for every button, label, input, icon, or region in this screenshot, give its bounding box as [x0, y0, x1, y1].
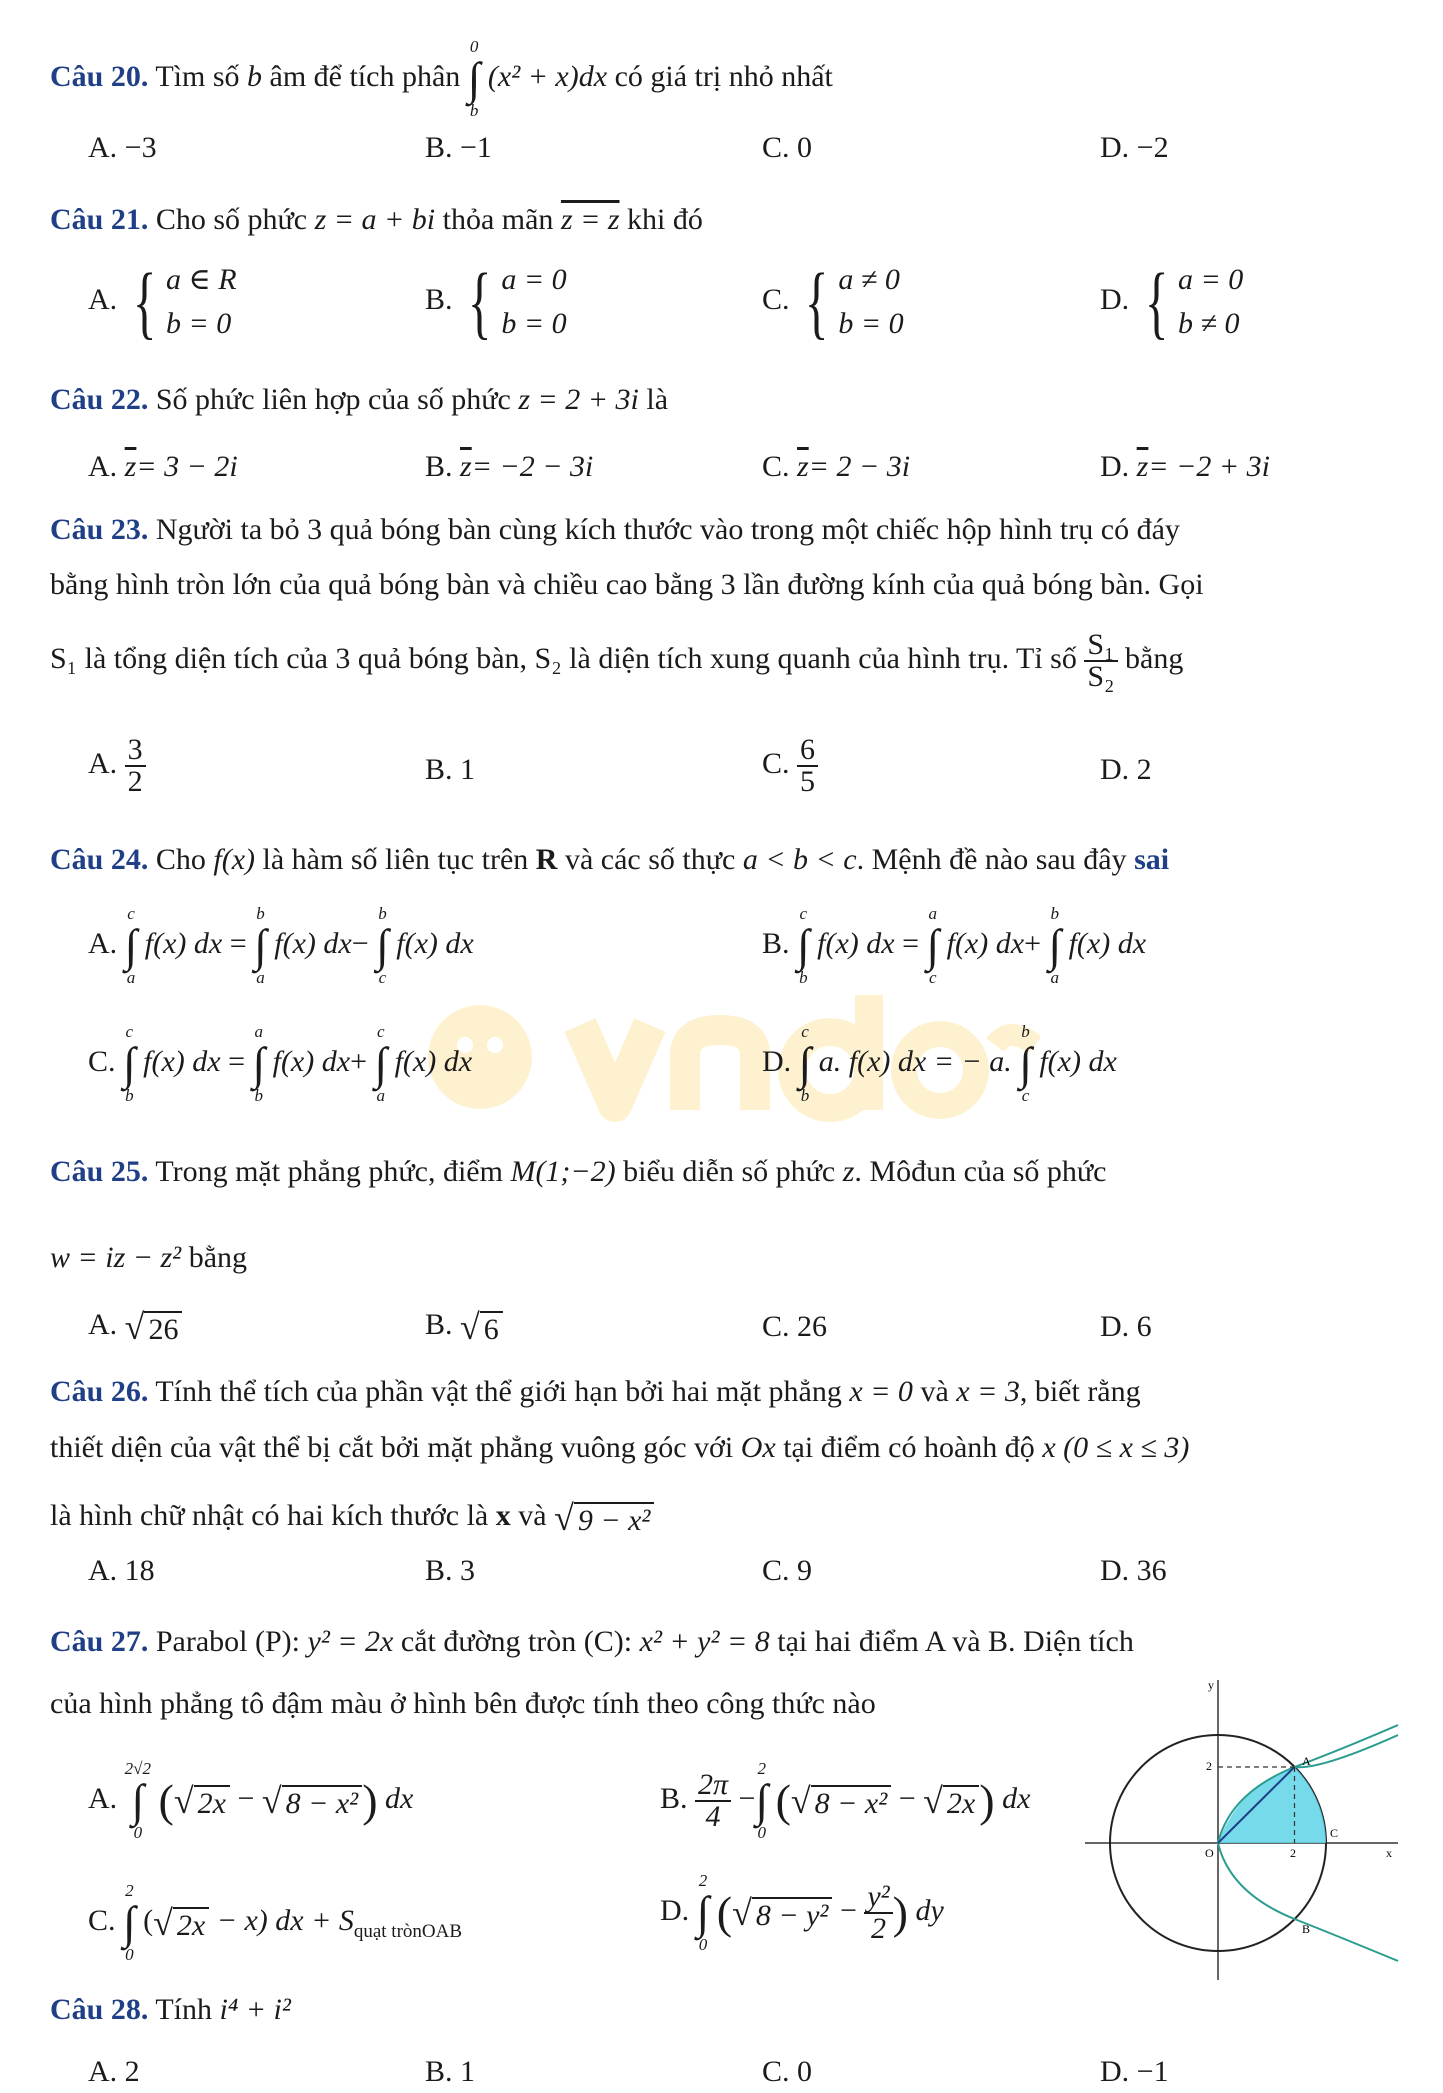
- q28-option-c[interactable]: C. 0: [762, 2055, 813, 2088]
- q24-b-int2: a ∫ c: [926, 904, 940, 987]
- q24-b-i2u: a: [928, 904, 938, 923]
- q25-b-sqrt: √ 6: [460, 1308, 503, 1347]
- q27-d-dy: dy: [915, 1893, 944, 1927]
- q21-d-line2: b ≠ 0: [1178, 307, 1240, 340]
- q26-x0: x = 0: [849, 1375, 913, 1408]
- q24-b-f2: f(x) dx: [946, 926, 1025, 960]
- q26-sqrt: √ 9 − x²: [554, 1499, 654, 1538]
- q22-c-letter: C.: [762, 450, 790, 483]
- q21-option-a[interactable]: [88, 258, 237, 346]
- q27-b-sqrt1: √ 8 − x²: [791, 1782, 891, 1821]
- q25-text-c: . Môđun của số phức: [854, 1155, 1107, 1188]
- q27-b-den: 4: [705, 1800, 721, 1833]
- q20-stem: [50, 38, 833, 120]
- label-c: C: [1330, 1826, 1339, 1840]
- q28-stem: [50, 1990, 291, 2030]
- q25-c-value: 26: [797, 1310, 828, 1343]
- q23-line3: S₁ là tổng diện tích của 3 quả bóng bàn, S₂ là diện tích xung quanh của hình trụ. Tỉ số: [50, 641, 1077, 675]
- q21-expr: z = a + bi: [314, 203, 436, 236]
- q24-a-f2: f(x) dx: [274, 926, 352, 960]
- q27-option-b[interactable]: B. $\frac{2\pi}{4}$ − 2 ∫ 0 ( √ 8 − x² − √ 2x ) dx: [660, 1759, 1031, 1842]
- q27-c-int: 2 ∫ 0: [123, 1881, 136, 1964]
- q25-a-radicand: 26: [144, 1311, 182, 1347]
- q23-label: Câu 23.: [50, 513, 149, 546]
- q20-text-c: có giá trị nhỏ nhất: [614, 59, 833, 93]
- q26-stem-line1: [50, 1372, 1141, 1412]
- q23-c-letter: C.: [762, 746, 790, 780]
- q22-a-letter: A.: [88, 450, 118, 483]
- q26-option-b[interactable]: B. 3: [425, 1554, 476, 1587]
- q20-text-a: Tìm số: [155, 59, 240, 93]
- q24-d-i2l: c: [1021, 1086, 1030, 1105]
- q24-b-i1l: b: [799, 968, 808, 987]
- q24-a-int3: b ∫ c: [376, 904, 389, 987]
- q24-c-i1l: b: [125, 1086, 134, 1105]
- q25-text-b: biểu diễn số phức: [623, 1155, 836, 1188]
- q24-text-b: là hàm số liên tục trên: [262, 843, 529, 876]
- q27-c-body: 2x: [173, 1907, 209, 1943]
- label-o: O: [1205, 1846, 1214, 1860]
- q24-R: R: [535, 843, 558, 876]
- q23-line1: Người ta bỏ 3 quả bóng bàn cùng kích thước vào trong một chiếc hộp hình trụ có đáy: [155, 513, 1180, 546]
- q26-line2b: tại điểm có hoành độ: [783, 1431, 1035, 1464]
- q26-option-c[interactable]: C. 9: [762, 1554, 813, 1587]
- q24-d-int2: b ∫ c: [1019, 1022, 1032, 1105]
- q27-option-c[interactable]: C. 2 ∫ 0 ( √ 2x − x) dx + $S_{quạt trònOAB}$: [88, 1881, 463, 1964]
- q27-option-a[interactable]: A. 2√2 ∫ 0 ( √ 2x − √ 8 − x² ) dx: [88, 1759, 414, 1842]
- label-a: A: [1302, 1754, 1311, 1768]
- q23-c-frac: [797, 735, 818, 797]
- q27-a-int: 2√2 ∫ 0: [124, 1759, 152, 1842]
- q28-option-a[interactable]: A. 2: [88, 2055, 140, 2088]
- q24-c-i2u: a: [254, 1022, 264, 1041]
- q25-stem-line1: [50, 1152, 1106, 1192]
- q24-c-f2: f(x) dx: [272, 1044, 351, 1078]
- q22-option-c[interactable]: [762, 447, 910, 487]
- q20-option-b[interactable]: B. −1: [425, 131, 492, 164]
- q24-a-i2l: a: [256, 968, 265, 987]
- q23-stem-line1: [50, 510, 1395, 550]
- q27-b-num: 2π: [695, 1770, 731, 1802]
- q26-text-a: Tính thể tích của phần vật thể giới hạn bởi hai mặt phẳng: [155, 1375, 842, 1408]
- q21-d-system: { a = 0 b ≠ 0: [1144, 256, 1244, 347]
- q27-b-upper: 2: [757, 1759, 767, 1778]
- q27-b-lower: 0: [757, 1823, 767, 1842]
- q27-a-sqrt2: √ 8 − x²: [262, 1782, 362, 1821]
- q28-text-a: Tính: [155, 1993, 212, 2026]
- q23-b-value: 1: [460, 753, 476, 786]
- q22-a-rhs: = 3 − 2i: [136, 450, 238, 483]
- label-b: B: [1302, 1922, 1311, 1936]
- q27-a-lower: 0: [133, 1823, 143, 1842]
- q24-option-d[interactable]: [762, 1023, 1117, 1105]
- q26-Ox: Ox: [740, 1431, 776, 1464]
- q24-b-i3l: a: [1050, 968, 1060, 987]
- q24-a-i2u: b: [256, 904, 265, 923]
- q26-option-a[interactable]: A. 18: [88, 1554, 155, 1587]
- q21-text-c: khi đó: [627, 203, 703, 236]
- q21-b-line1: a = 0: [501, 263, 567, 296]
- q22-c-rhs: = 2 − 3i: [808, 450, 911, 483]
- q27-d-sqrt: √ 8 − y²: [732, 1894, 832, 1933]
- q27-b-letter: B.: [660, 1781, 688, 1815]
- q21-a-system: { a ∈ R b = 0: [132, 256, 237, 347]
- q25-b-radicand: 6: [480, 1311, 503, 1347]
- q25-option-d[interactable]: [1100, 1307, 1152, 1347]
- q27-c-sub: quạt trònOAB: [353, 1920, 463, 1942]
- q27-c-upper: 2: [125, 1881, 134, 1900]
- q22-d-rhs: = −2 + 3i: [1148, 450, 1270, 483]
- q27-text-b: cắt đường tròn (C):: [400, 1625, 633, 1658]
- q26-line3a: là hình chữ nhật có hai kích thước là: [50, 1499, 489, 1532]
- q23-line3-end: bằng: [1125, 641, 1184, 675]
- q22-text-b: là: [646, 383, 669, 416]
- q24-text-d: . Mệnh đề nào sau đây: [856, 843, 1127, 876]
- q27-text-a: Parabol (P):: [155, 1625, 300, 1658]
- q25-point: M(1;−2): [510, 1155, 616, 1188]
- q20-int-upper: 0: [469, 37, 479, 56]
- q22-text-a: Số phức liên hợp của số phức: [155, 383, 511, 416]
- q24-c-int1: c ∫ b: [123, 1022, 136, 1105]
- q25-text-d: bằng: [188, 1241, 248, 1274]
- q21-option-d[interactable]: [1100, 258, 1243, 346]
- q24-label: Câu 24.: [50, 843, 149, 876]
- q24-a-letter: A.: [88, 926, 118, 960]
- label-two-y: 2: [1206, 1759, 1212, 1773]
- q26-xvar: x: [495, 1499, 511, 1532]
- q23-a-den: 2: [127, 765, 143, 798]
- q25-d-letter: D.: [1100, 1310, 1130, 1343]
- q24-b-i1u: c: [799, 904, 808, 923]
- q24-a-op: −: [351, 926, 369, 960]
- q23-option-d[interactable]: [1100, 750, 1152, 790]
- q27-b-body-b: 2x: [943, 1785, 979, 1821]
- q24-text-a: Cho: [155, 843, 206, 876]
- q23-stem-line2: bằng hình tròn lớn của quả bóng bàn và chiều cao bằng 3 lần đường kính của quả bóng bàn. Gọi: [50, 568, 1204, 601]
- q21-d-letter: D.: [1100, 282, 1130, 316]
- q27-c-lower: 0: [125, 1945, 134, 1964]
- q24-a-i3l: c: [378, 968, 387, 987]
- q24-c-op: +: [350, 1044, 367, 1078]
- q24-d-rhs: f(x) dx: [1039, 1044, 1117, 1078]
- q27-a-body-b: 8 − x²: [282, 1785, 363, 1821]
- q22-a-zbar: $\overline{z}$: [124, 450, 137, 483]
- q27-b-int: 2 ∫ 0: [755, 1759, 769, 1842]
- q21-text-b: thỏa mãn: [442, 203, 554, 236]
- q22-label: Câu 22.: [50, 383, 149, 416]
- q24-a-f3: f(x) dx: [396, 926, 474, 960]
- q23-option-b[interactable]: [425, 750, 475, 790]
- q24-c-f1: f(x) dx: [143, 1044, 221, 1078]
- q26-text-b: , biết rằng: [1019, 1375, 1141, 1408]
- q23-option-c[interactable]: [762, 735, 818, 797]
- q21-c-system: { a ≠ 0 b = 0: [804, 256, 904, 347]
- q24-c-letter: C.: [88, 1044, 116, 1078]
- q24-a-i1l: a: [126, 968, 136, 987]
- q27-b-frac: [695, 1770, 731, 1832]
- q25-option-c[interactable]: [762, 1307, 827, 1347]
- q27-b-body-a: 8 − x²: [811, 1785, 892, 1821]
- q27-figure: [1080, 1675, 1400, 1985]
- q25-b-letter: B.: [425, 1308, 453, 1341]
- q23-d-letter: D.: [1100, 753, 1130, 786]
- q24-b-op: +: [1024, 926, 1041, 960]
- q25-z: z: [842, 1155, 855, 1188]
- q23-ratio-num: S₁: [1084, 630, 1117, 662]
- q27-d-letter: D.: [660, 1893, 690, 1927]
- q23-ratio-den: S₂: [1087, 660, 1115, 693]
- q24-c-i2l: b: [254, 1086, 264, 1105]
- q23-a-frac: [125, 735, 146, 797]
- q26-radicand: 9 − x²: [574, 1502, 655, 1538]
- q22-d-zbar: $\overline{z}$: [1136, 450, 1149, 483]
- q25-text-a: Trong mặt phẳng phức, điểm: [155, 1155, 503, 1188]
- q27-d-frac-den: 2: [871, 1912, 887, 1945]
- q28-option-b[interactable]: B. 1: [425, 2055, 476, 2088]
- q24-c-int3: c ∫ a: [374, 1022, 388, 1105]
- q24-d-i2u: b: [1021, 1022, 1030, 1041]
- q24-bold-word: sai: [1134, 843, 1170, 876]
- q24-d-i1u: c: [801, 1022, 809, 1041]
- q24-c-f3: f(x) dx: [394, 1044, 473, 1078]
- q27-label: Câu 27.: [50, 1625, 149, 1658]
- q26-line2a: thiết diện của vật thể bị cắt bởi mặt phẳng vuông góc với: [50, 1431, 734, 1464]
- q24-text-c: và các số thực: [564, 843, 736, 876]
- q22-b-letter: B.: [425, 450, 453, 483]
- q24-option-b[interactable]: B. c ∫ b f(x) dx = a ∫ c f(x) dx+ b ∫ a f(x) dx: [762, 904, 1147, 987]
- q22-expr: z = 2 + 3i: [518, 383, 639, 416]
- q22-d-letter: D.: [1100, 450, 1130, 483]
- q27-b-sqrt2: √ 2x: [923, 1782, 979, 1821]
- q21-c-letter: C.: [762, 282, 790, 316]
- q25-option-a[interactable]: [88, 1305, 182, 1347]
- q26-xrange: x (0 ≤ x ≤ 3): [1042, 1431, 1190, 1464]
- q25-option-b[interactable]: [425, 1305, 503, 1347]
- q24-a-i3u: b: [378, 904, 387, 923]
- q21-text-a: Cho số phức: [155, 203, 308, 236]
- q21-option-c[interactable]: [762, 258, 904, 346]
- q21-b-letter: B.: [425, 282, 453, 316]
- q21-option-b[interactable]: [425, 258, 567, 346]
- q24-option-a[interactable]: A. c ∫ a f(x) dx = b ∫ a f(x) dx− b ∫ c f(x) dx: [88, 904, 474, 987]
- q27-b-dx: dx: [1002, 1781, 1031, 1815]
- q21-a-line2: b = 0: [166, 307, 232, 340]
- q26-va2: và: [518, 1499, 547, 1532]
- q24-ineq: a < b < c: [742, 843, 857, 876]
- q23-stem-line3: [50, 630, 1183, 692]
- q21-label: Câu 21.: [50, 203, 149, 236]
- q24-a-int1: c ∫ a: [124, 904, 138, 987]
- q22-stem: [50, 380, 668, 420]
- q21-a-letter: A.: [88, 282, 118, 316]
- q24-b-f1: f(x) dx: [817, 926, 895, 960]
- q27-c-tail: − x) dx + S: [216, 1903, 354, 1937]
- q21-a-line1: a ∈ R: [166, 263, 237, 296]
- q20-integral: [468, 38, 481, 120]
- q22-b-zbar: $\overline{z}$: [460, 450, 472, 483]
- q24-b-i2l: c: [929, 968, 937, 987]
- q24-b-letter: B.: [762, 926, 790, 960]
- label-two-x: 2: [1290, 1846, 1296, 1860]
- q27-d-lower: 0: [698, 1935, 708, 1954]
- label-x: x: [1386, 1846, 1392, 1860]
- q23-option-a[interactable]: [88, 735, 146, 797]
- q28-label: Câu 28.: [50, 1993, 149, 2026]
- q25-a-letter: A.: [88, 1308, 118, 1341]
- q26-option-d[interactable]: D. 36: [1100, 1554, 1167, 1587]
- q25-a-sqrt: √ 26: [125, 1308, 183, 1347]
- q23-a-num: 3: [125, 735, 146, 767]
- q24-b-int3: b ∫ a: [1048, 904, 1062, 987]
- q28-option-d[interactable]: D. −1: [1100, 2055, 1169, 2088]
- q22-b-rhs: = −2 − 3i: [471, 450, 594, 483]
- q21-cond-text: z = z: [560, 203, 620, 236]
- q27-d-int: 2 ∫ 0: [696, 1871, 710, 1954]
- q24-d-letter: D.: [762, 1044, 792, 1078]
- q22-option-a[interactable]: [88, 447, 238, 487]
- integral-sign: ∫: [467, 53, 481, 104]
- q24-a-i1u: c: [127, 904, 135, 923]
- q27-d-frac-num: y²: [864, 1882, 892, 1914]
- q20-label: Câu 20.: [50, 59, 149, 93]
- q27-d-body: 8 − y²: [752, 1897, 833, 1933]
- q22-c-zbar: $\overline{z}$: [797, 450, 809, 483]
- q26-x3: x = 3: [956, 1375, 1020, 1408]
- q24-b-int1: c ∫ b: [797, 904, 810, 987]
- q27-option-d[interactable]: D. 2 ∫ 0 ( √ 8 − y² − $\frac{\text{y²}}{2}$ ) dy: [660, 1871, 944, 1954]
- q25-label: Câu 25.: [50, 1155, 149, 1188]
- q24-a-f1: f(x) dx: [144, 926, 223, 960]
- q27-stem-line2: của hình phẳng tô đậm màu ở hình bên được tính theo công thức nào: [50, 1687, 876, 1720]
- q27-d-frac: [864, 1882, 892, 1944]
- q26-va: và: [920, 1375, 949, 1408]
- q27-c-letter: C.: [88, 1903, 116, 1937]
- q23-c-num: 6: [797, 735, 818, 767]
- label-y: y: [1208, 1678, 1214, 1692]
- q21-b-line2: b = 0: [501, 307, 567, 340]
- q27-a-upper: 2√2: [124, 1759, 152, 1778]
- q24-c-int2: a ∫ b: [252, 1022, 266, 1105]
- q24-a-int2: b ∫ a: [254, 904, 267, 987]
- q24-c-i3l: a: [376, 1086, 386, 1105]
- q23-ratio: [1084, 630, 1117, 692]
- q23-a-letter: A.: [88, 746, 118, 780]
- q22-option-b[interactable]: [425, 447, 593, 487]
- q24-fx: f(x): [213, 843, 256, 876]
- q24-option-c[interactable]: C. c ∫ b f(x) dx = a ∫ b f(x) dx+ c ∫ a f(x) dx: [88, 1022, 473, 1105]
- q24-d-i1l: b: [800, 1086, 810, 1105]
- q24-c-i3u: c: [377, 1022, 385, 1041]
- q27-parabola: y² = 2x: [307, 1625, 394, 1658]
- q27-a-letter: A.: [88, 1781, 118, 1815]
- q27-a-dx: dx: [385, 1781, 414, 1815]
- q21-d-line1: a = 0: [1178, 263, 1244, 296]
- q27-a-sqrt1: √ 2x: [174, 1782, 230, 1821]
- q25-c-letter: C.: [762, 1310, 790, 1343]
- q20-var-b: b: [247, 59, 262, 93]
- q28-expr: i⁴ + i²: [219, 1993, 291, 2026]
- q20-integrand: (x² + x)dx: [487, 59, 608, 93]
- q26-stem-line3: [50, 1496, 654, 1538]
- q20-int-lower: b: [469, 101, 479, 120]
- q21-stem: [50, 200, 703, 240]
- q24-c-i1u: c: [125, 1022, 134, 1041]
- q27-a-body-a: 2x: [194, 1785, 230, 1821]
- q24-stem: [50, 840, 1169, 880]
- q25-d-value: 6: [1136, 1310, 1152, 1343]
- q20-text-b: âm để tích phân: [269, 59, 461, 93]
- q25-w-expr: w = iz − z²: [50, 1241, 182, 1274]
- q20-option-a[interactable]: A. −3: [88, 131, 157, 164]
- q27-c-sqrt: √ 2x: [153, 1904, 209, 1943]
- q21-b-system: { a = 0 b = 0: [467, 256, 567, 347]
- q24-d-lhs: a. f(x) dx = − a.: [818, 1044, 1012, 1078]
- q22-option-d[interactable]: [1100, 447, 1270, 487]
- q21-cond: [561, 203, 620, 236]
- q20-option-c[interactable]: C. 0: [762, 131, 813, 164]
- q23-b-letter: B.: [425, 753, 453, 786]
- q27-stem-line1: [50, 1622, 1134, 1662]
- q23-d-value: 2: [1136, 753, 1152, 786]
- q27-text-c: tại hai điểm A và B. Diện tích: [777, 1625, 1134, 1658]
- q23-c-den: 5: [800, 765, 816, 798]
- q24-b-f3: f(x) dx: [1068, 926, 1147, 960]
- q26-label: Câu 26.: [50, 1375, 149, 1408]
- q24-b-i3u: b: [1050, 904, 1060, 923]
- q20-option-d[interactable]: D. −2: [1100, 131, 1169, 164]
- q25-stem-line2: [50, 1238, 247, 1278]
- q21-c-line1: a ≠ 0: [838, 263, 900, 296]
- q21-c-line2: b = 0: [838, 307, 904, 340]
- q24-d-int1: c ∫ b: [798, 1022, 812, 1105]
- q27-circle: x² + y² = 8: [639, 1625, 770, 1658]
- q27-d-upper: 2: [698, 1871, 708, 1890]
- q26-stem-line2: [50, 1428, 1189, 1468]
